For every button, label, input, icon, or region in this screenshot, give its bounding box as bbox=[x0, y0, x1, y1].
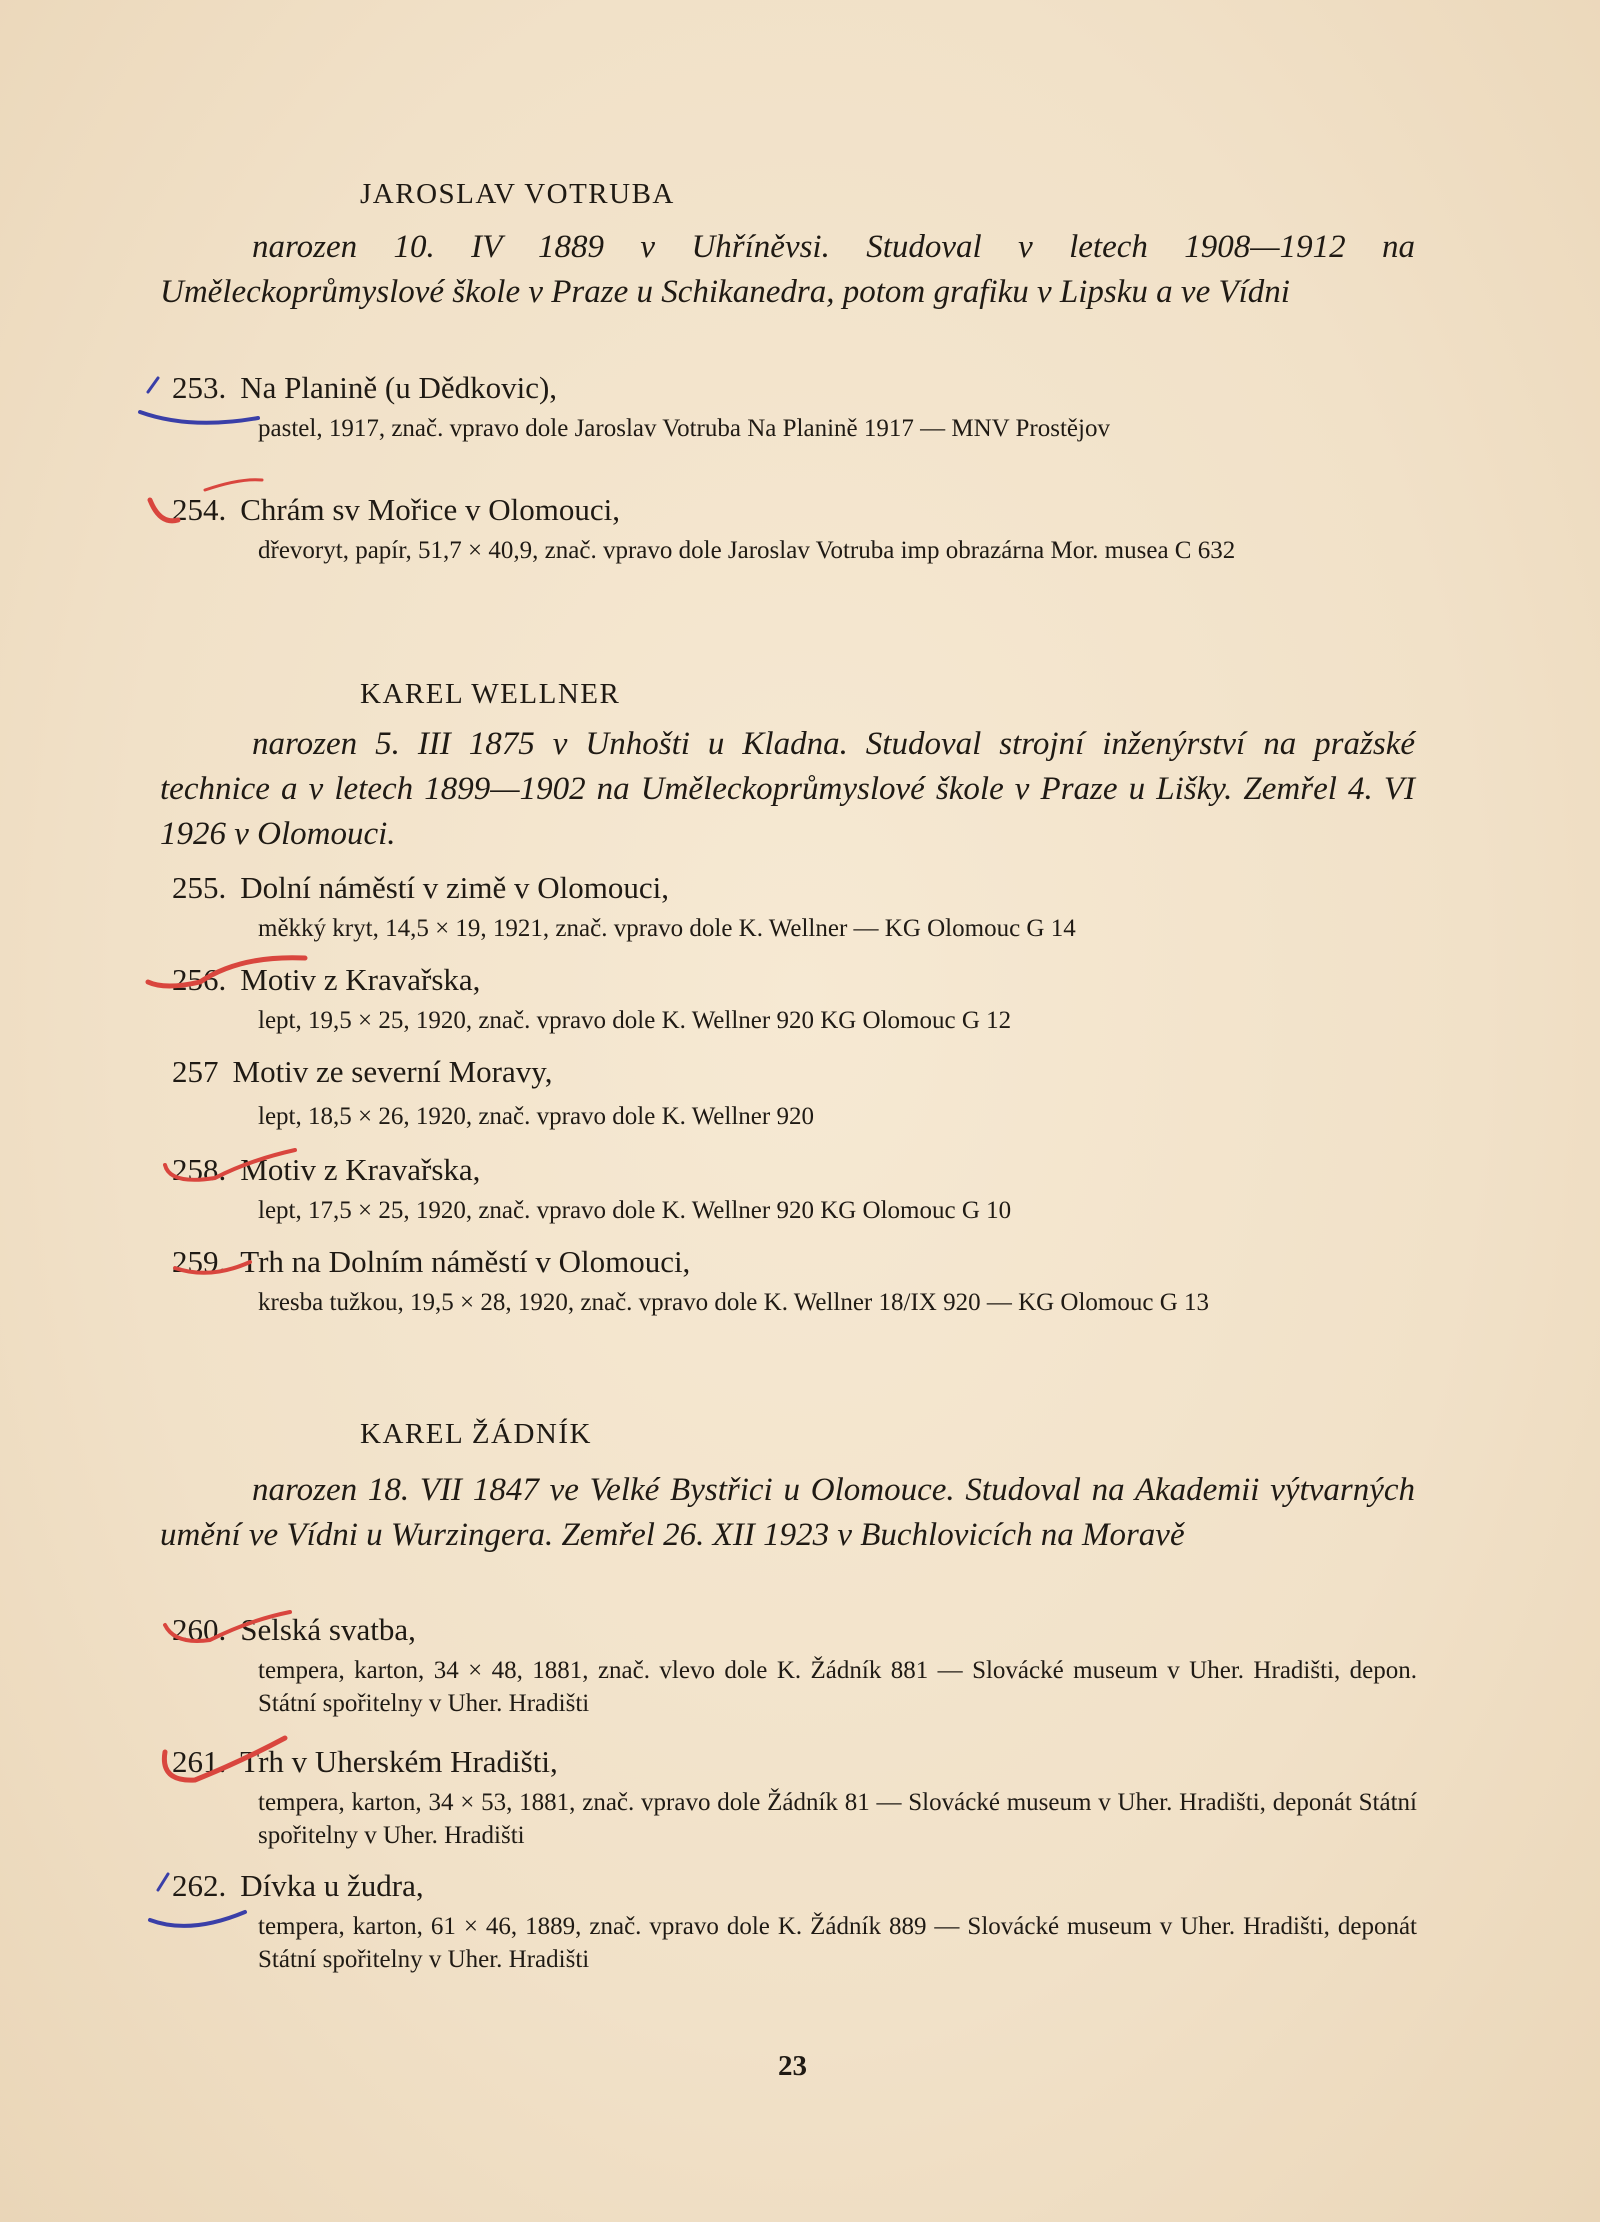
artist-heading-zadnik: KAREL ŽÁDNÍK bbox=[360, 1418, 592, 1450]
catalog-entry-254 bbox=[172, 490, 1417, 567]
red-mark-254b bbox=[205, 480, 262, 490]
entry-description: lept, 17,5 × 25, 1920, znač. vpravo dole K. Wellner 920 KG Olomouc G 10 bbox=[258, 1197, 1012, 1224]
entry-number: 256. bbox=[172, 962, 227, 997]
blue-tick-253 bbox=[148, 378, 158, 392]
entry-title: Trh na Dolním náměstí v Olomouci, bbox=[240, 1244, 691, 1279]
entry-description: tempera, karton, 34 × 48, 1881, znač. vlevo dole K. Žádník 881 — Slovácké museum v Uher. Hradišti, depon. Státní spořitelny v Uher. Hradišti bbox=[258, 1657, 1417, 1717]
entry-title: Na Planině (u Dědkovic), bbox=[240, 370, 558, 405]
artist-heading-wellner: KAREL WELLNER bbox=[360, 678, 621, 710]
catalog-entry-261 bbox=[172, 1742, 1417, 1852]
blue-tick-262 bbox=[158, 1874, 168, 1890]
entry-number: 254. bbox=[172, 492, 227, 527]
catalog-entry-253 bbox=[172, 368, 1417, 445]
artist-heading-votruba: JAROSLAV VOTRUBA bbox=[360, 178, 675, 210]
entry-description: měkký kryt, 14,5 × 19, 1921, znač. vpravo dole K. Wellner — KG Olomouc G 14 bbox=[258, 915, 1076, 942]
catalog-entry-257 bbox=[172, 1052, 1417, 1133]
entry-title: Dívka u žudra, bbox=[240, 1868, 424, 1903]
entry-number: 260. bbox=[172, 1612, 227, 1647]
catalog-entry-258 bbox=[172, 1150, 1417, 1227]
artist-bio-zadnik: narozen 18. VII 1847 ve Velké Bystřici u Olomouce. Studoval na Akademii výtvarných umění ve Vídni u Wurzingera. Zemřel 26. XII 1923 v Buchlovicích na Moravě bbox=[160, 1472, 1415, 1553]
entry-description: tempera, karton, 61 × 46, 1889, znač. vpravo dole K. Žádník 889 — Slovácké museum v Uher. Hradišti, deponát Státní spořitelny v Uher. Hradišti bbox=[258, 1913, 1417, 1973]
catalog-entry-260 bbox=[172, 1610, 1417, 1720]
entry-description: dřevoryt, papír, 51,7 × 40,9, znač. vpravo dole Jaroslav Votruba imp obrazárna Mor. musea C 632 bbox=[258, 537, 1236, 564]
entry-number: 257 bbox=[172, 1054, 219, 1089]
entry-number: 253. bbox=[172, 370, 227, 405]
entry-title: Dolní náměstí v zimě v Olomouci, bbox=[240, 870, 670, 905]
entry-title: Chrám sv Mořice v Olomouci, bbox=[240, 492, 620, 527]
entry-number: 258. bbox=[172, 1152, 227, 1187]
entry-number: 262. bbox=[172, 1868, 227, 1903]
entry-title: Motiv ze severní Moravy, bbox=[232, 1054, 553, 1089]
entry-description: pastel, 1917, znač. vpravo dole Jaroslav Votruba Na Planině 1917 — MNV Prostějov bbox=[258, 415, 1110, 442]
entry-description: tempera, karton, 34 × 53, 1881, znač. vpravo dole Žádník 81 — Slovácké museum v Uher. Hradišti, deponát Státní spořitelny v Uher. Hradišti bbox=[258, 1789, 1417, 1849]
entry-description: lept, 19,5 × 25, 1920, znač. vpravo dole K. Wellner 920 KG Olomouc G 12 bbox=[258, 1007, 1012, 1034]
catalog-entry-262 bbox=[172, 1866, 1417, 1976]
artist-bio-votruba: narozen 10. IV 1889 v Uhříněvsi. Studoval v letech 1908—1912 na Uměleckoprůmyslové škole v Praze u Schikanedra, potom grafiku v Lipsku a ve Vídni bbox=[160, 229, 1415, 310]
entry-title: Motiv z Kravařska, bbox=[240, 962, 481, 997]
entry-number: 261. bbox=[172, 1744, 227, 1779]
catalog-entry-256 bbox=[172, 960, 1417, 1037]
entry-description: kresba tužkou, 19,5 × 28, 1920, znač. vpravo dole K. Wellner 18/IX 920 — KG Olomouc G 13 bbox=[258, 1289, 1210, 1316]
entry-number: 255. bbox=[172, 870, 227, 905]
catalog-entry-255 bbox=[172, 868, 1417, 945]
page-number: 23 bbox=[778, 2050, 807, 2082]
entry-title: Trh v Uherském Hradišti, bbox=[240, 1744, 558, 1779]
entry-number: 259. bbox=[172, 1244, 227, 1279]
entry-title: Motiv z Kravařska, bbox=[240, 1152, 481, 1187]
entry-title: Selská svatba, bbox=[240, 1612, 416, 1647]
entry-description: lept, 18,5 × 26, 1920, znač. vpravo dole K. Wellner 920 bbox=[258, 1103, 814, 1130]
artist-bio-wellner: narozen 5. III 1875 v Unhošti u Kladna. Studoval strojní inženýrství na pražské technice a v letech 1899—1902 na Uměleckoprůmyslové škole v Praze u Lišky. Zemřel 4. VI 1926 v Olomouci. bbox=[160, 726, 1415, 852]
catalog-entry-259 bbox=[172, 1242, 1417, 1319]
